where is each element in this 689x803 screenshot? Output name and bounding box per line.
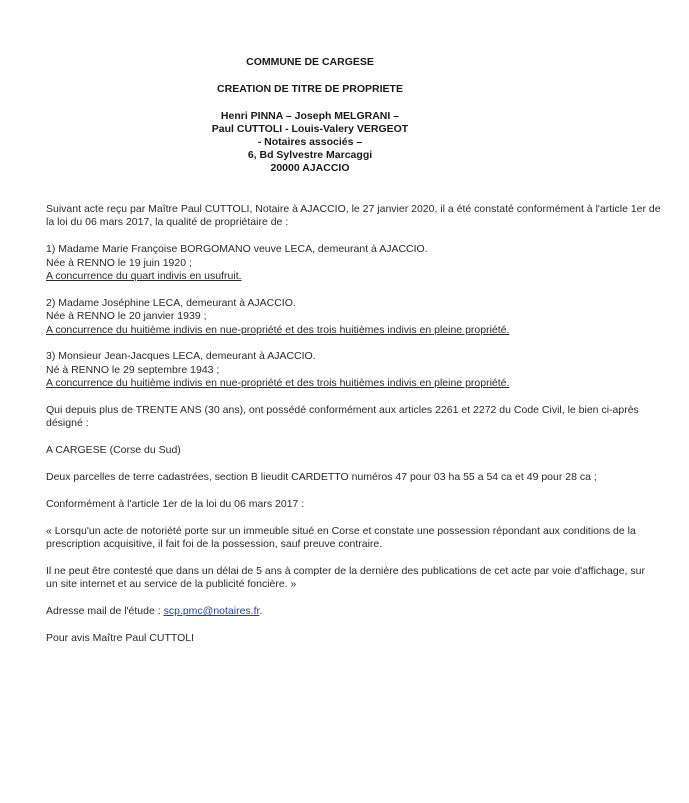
contact-trailing: . bbox=[259, 605, 263, 618]
owner-1-name: 1) Madame Marie Françoise BORGOMANO veuve LECA, demeurant à AJACCIO. bbox=[46, 243, 428, 256]
possession-line-2: désigné : bbox=[46, 417, 89, 430]
office-city: 20000 AJACCIO bbox=[270, 162, 350, 174]
owner-3 bbox=[46, 350, 671, 390]
notaries-line-1: Henri PINNA – Joseph MELGRANI – bbox=[220, 110, 400, 122]
notaries-role: - Notaires associés – bbox=[257, 136, 363, 148]
quote-paragraph-1 bbox=[46, 525, 671, 552]
quote-paragraph-2 bbox=[46, 565, 671, 592]
notice-header bbox=[0, 56, 620, 175]
possession-paragraph bbox=[46, 404, 671, 431]
notaries-line-2: Paul CUTTOLI - Louis-Valery VERGEOT bbox=[211, 123, 409, 135]
law-reference-paragraph bbox=[46, 498, 671, 511]
office-street: 6, Bd Sylvestre Marcaggi bbox=[247, 149, 373, 161]
email-link[interactable]: scp.pmc@notaires.fr bbox=[163, 605, 260, 618]
owner-1-share: A concurrence du quart indivis en usufruit. bbox=[46, 270, 242, 283]
parcels-text: Deux parcelles de terre cadastrées, section B lieudit CARDETTO numéros 47 pour 03 ha 55 a 54 ca et 49 pour 28 ca ; bbox=[46, 471, 597, 484]
notice-body bbox=[46, 203, 671, 659]
owner-3-birth: Né à RENNO le 29 septembre 1943 ; bbox=[46, 363, 220, 376]
commune-title: COMMUNE DE CARGESE bbox=[246, 56, 374, 68]
parcels-paragraph bbox=[46, 471, 671, 484]
signature-text: Pour avis Maître Paul CUTTOLI bbox=[46, 631, 195, 644]
location-text: A CARGESE (Corse du Sud) bbox=[46, 444, 181, 457]
contact-line bbox=[46, 605, 671, 618]
law-reference-text: Conformément à l'article 1er de la loi du 06 mars 2017 : bbox=[46, 497, 305, 510]
intro-paragraph bbox=[46, 203, 671, 230]
location-paragraph bbox=[46, 444, 671, 457]
contact-paragraph bbox=[46, 605, 671, 618]
notice-title: CREATION DE TITRE DE PROPRIETE bbox=[217, 83, 403, 95]
owner-1-birth: Née à RENNO le 19 juin 1920 ; bbox=[46, 256, 192, 269]
quote-2-line-2: un site internet et au service de la publicité foncière. » bbox=[46, 578, 297, 591]
contact-label: Adresse mail de l'étude : bbox=[46, 605, 164, 618]
quote-1-line-1: « Lorsqu'un acte de notoriété porte sur un immeuble situé en Corse et constate une possession répondant aux conditions de la bbox=[46, 524, 636, 537]
quote-2-line-1: Il ne peut être contesté que dans un délai de 5 ans à compter de la dernière des publications de cet acte par voie d'affichage, sur bbox=[46, 564, 645, 577]
owner-3-share: A concurrence du huitième indivis en nue-propriété et des trois huitièmes indivis en pleine propriété. bbox=[46, 377, 510, 390]
owner-1 bbox=[46, 243, 671, 283]
possession-line-1: Qui depuis plus de TRENTE ANS (30 ans), ont possédé conformément aux articles 2261 et 2272 du Code Civil, le bien ci-après bbox=[46, 404, 639, 417]
owner-2 bbox=[46, 297, 671, 337]
owner-2-birth: Née à RENNO le 20 janvier 1939 ; bbox=[46, 310, 207, 323]
owner-2-share: A concurrence du huitième indivis en nue-propriété et des trois huitièmes indivis en pleine propriété. bbox=[46, 323, 510, 336]
intro-line-1: Suivant acte reçu par Maître Paul CUTTOLI, Notaire à AJACCIO, le 27 janvier 2020, il a été constaté conformément à l'article 1er de bbox=[46, 203, 661, 215]
signature-paragraph bbox=[46, 632, 671, 645]
owner-2-name: 2) Madame Joséphine LECA, demeurant à AJACCIO. bbox=[46, 296, 296, 309]
intro-line-2: la loi du 06 mars 2017, la qualité de propriétaire de : bbox=[46, 216, 289, 229]
quote-1-line-2: prescription acquisitive, il fait foi de la possession, sauf preuve contraire. bbox=[46, 538, 383, 551]
owner-3-name: 3) Monsieur Jean-Jacques LECA, demeurant à AJACCIO. bbox=[46, 350, 316, 363]
